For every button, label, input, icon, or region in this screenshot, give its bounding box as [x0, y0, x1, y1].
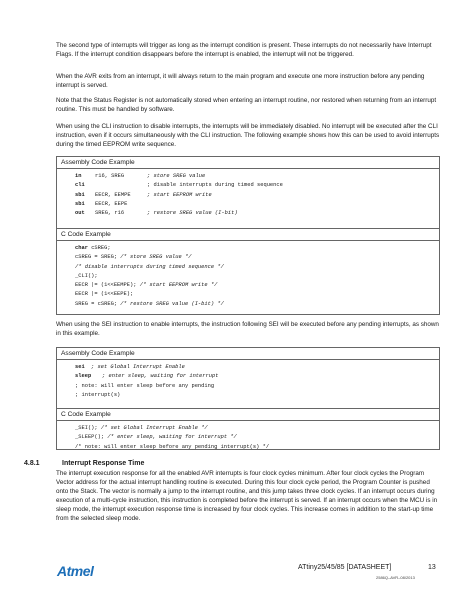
section-number: 4.8.1 — [24, 460, 40, 467]
code-line: sei ; set Global Interrupt Enable — [75, 364, 185, 370]
code-line: cSREG = SREG; /* store SREG value */ — [75, 254, 192, 261]
code-line: _SLEEP(); /* enter sleep, waiting for interrupt */ — [75, 434, 237, 441]
code-line: _SEI(); /* set Global Interrupt Enable */ — [75, 425, 208, 431]
code-line: in r16, SREG ; store SREG value — [75, 173, 206, 179]
code-line: sleep ; enter sleep, waiting for interrupt — [75, 373, 219, 380]
c-example-heading: C Code Example — [57, 228, 439, 241]
paragraph-interrupt-conditions: The second type of interrupts will trigger as long as the interrupt condition is present. These interrupts do not necessarily have Interrupt Flags. If the interrupt condition disappears before the interrupt is enabled, the interrupt will not be triggered. — [56, 42, 432, 59]
c-code-block — [57, 421, 439, 452]
footer-document-title: ATtiny25/45/85 [DATASHEET] — [298, 564, 392, 571]
atmel-logo: Atmel — [57, 563, 94, 579]
code-line: EECR |= (1<<EEPE); — [75, 291, 134, 298]
assembly-example-heading: Assembly Code Example — [57, 348, 439, 360]
code-line: char cSREG; — [75, 245, 111, 251]
code-line: ; interrupt(s) — [75, 391, 121, 398]
assembly-example-heading: Assembly Code Example — [57, 157, 439, 169]
code-line: sbi EECR, EEPE — [75, 200, 128, 207]
code-line: sbi EECR, EEMPE ; start EEPROM write — [75, 191, 212, 198]
code-line: out SREG, r16 ; restore SREG value (I-bit) — [75, 210, 238, 217]
paragraph-sei-instruction: When using the SEI instruction to enable interrupts, the instruction following SEI will be executed before any pending interrupts, as shown in this example. — [56, 321, 439, 338]
code-line: _CLI(); — [75, 272, 98, 279]
c-example-heading: C Code Example — [57, 408, 439, 421]
code-example-cli — [56, 156, 440, 315]
assembly-code-block — [57, 169, 439, 228]
c-code-block — [57, 241, 439, 309]
code-line: EECR |= (1<<EEMPE); /* start EEPROM write */ — [75, 282, 218, 289]
code-line: ; note: will enter sleep before any pending — [75, 382, 215, 389]
code-line: /* disable interrupts during timed sequence */ — [75, 263, 224, 270]
paragraph-status-register: Note that the Status Register is not automatically stored when entering an interrupt routine, nor restored when returning from an interrupt routine. This must be handled by software. — [56, 97, 437, 114]
code-line: /* note: will enter sleep before any pending interrupt(s) */ — [75, 443, 270, 450]
code-line: cli ; disable interrupts during timed sequence — [75, 182, 283, 189]
code-example-sei — [56, 347, 440, 450]
footer-document-id: 2586Q–AVR–08/2013 — [376, 575, 415, 580]
assembly-code-block — [57, 360, 439, 408]
page-number: 13 — [428, 564, 436, 571]
code-line: SREG = cSREG; /* restore SREG value (I-bit) */ — [75, 300, 224, 307]
paragraph-interrupt-return: When the AVR exits from an interrupt, it will always return to the main program and execute one more instruction before any pending interrupt is served. — [56, 73, 425, 90]
paragraph-response-time: The interrupt execution response for all the enabled AVR interrupts is four clock cycles minimum. After four clock cycles the Program Vector address for the actual interrupt handling routine is executed. During this four clock cycle period, the Program Counter is pushed onto the Stack. The vector is normally a jump to the interrupt routine, and this jump takes three clock cycles. If an interrupt occurs during execution of a multi-cycle instruction, this instruction is completed before the interrupt is served. If an interrupt occurs when the MCU is in sleep mode, the interrupt execution response time is increased by four clock cycles. This increase comes in addition to the start-up time from the selected sleep mode. — [56, 470, 438, 523]
paragraph-cli-instruction: When using the CLI instruction to disable interrupts, the interrupts will be immediately disabled. No interrupt will be executed after the CLI instruction, even if it occurs simultaneously with the CLI instruction. The following example shows how this can be used to avoid interrupts during the timed EEPROM write sequence. — [56, 123, 440, 149]
section-title: Interrupt Response Time — [62, 460, 145, 467]
